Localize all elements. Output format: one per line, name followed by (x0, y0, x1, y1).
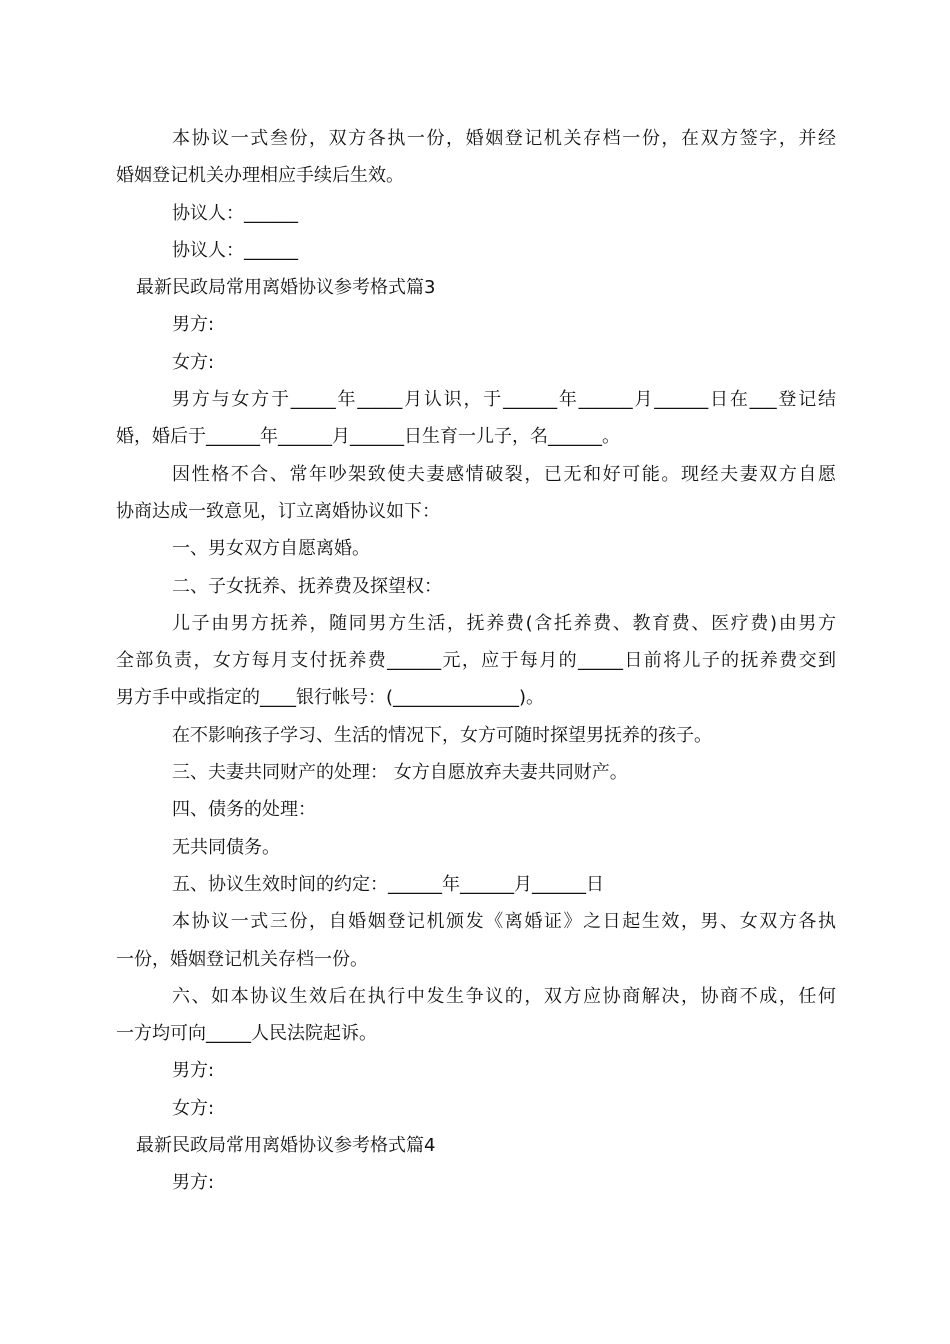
section-heading: 最新民政局常用离婚协议参考格式篇4 (136, 1135, 436, 1157)
paragraph-line: 协商达成一致意见，订立离婚协议如下： (116, 500, 440, 522)
paragraph-line: 男方手中或指定的____银行帐号：(______________)。 (116, 687, 545, 709)
signature-line: 协议人：______ (172, 202, 298, 224)
paragraph-line: 儿子由男方抚养，随同男方生活，抚养费(含托养费、教育费、医疗费)由男方 (172, 612, 836, 634)
document-body (116, 120, 836, 1202)
paragraph-line: 男方与女方于_____年_____月认识，于______年______月______日在___登记结 (172, 389, 836, 411)
paragraph-line: 婚，婚后于______年______月______日生育一儿子，名______。 (116, 426, 620, 448)
paragraph-line: 全部负责，女方每月支付抚养费______元，应于每月的_____日前将儿子的抚养费交到 (116, 650, 836, 672)
paragraph-line: 一份，婚姻登记机关存档一份。 (116, 948, 368, 970)
clause-line: 四、债务的处理： (172, 799, 316, 821)
paragraph-line: 无共同债务。 (172, 836, 280, 858)
clause-line: 一、男女双方自愿离婚。 (172, 538, 370, 560)
section-heading: 最新民政局常用离婚协议参考格式篇3 (136, 277, 436, 299)
clause-line: 三、夫妻共同财产的处理： 女方自愿放弃夫妻共同财产。 (172, 762, 628, 784)
party-line: 女方: (172, 351, 215, 373)
paragraph-line: 一方均可向_____人民法院起诉。 (116, 1023, 377, 1045)
party-line: 男方: (172, 314, 215, 336)
party-line: 男方: (172, 1060, 215, 1082)
paragraph-line: 本协议一式三份，自婚姻登记机颁发《离婚证》之日起生效，男、女双方各执 (172, 911, 836, 933)
party-line: 男方: (172, 1172, 215, 1194)
paragraph-line: 六、如本协议生效后在执行中发生争议的，双方应协商解决，协商不成，任何 (172, 985, 836, 1007)
paragraph-line: 在不影响孩子学习、生活的情况下，女方可随时探望男抚养的孩子。 (172, 724, 712, 746)
clause-line: 五、协议生效时间的约定：______年______月______日 (172, 873, 604, 895)
party-line: 女方: (172, 1097, 215, 1119)
paragraph-line: 婚姻登记机关办理相应手续后生效。 (116, 165, 404, 187)
paragraph-line: 本协议一式叁份，双方各执一份，婚姻登记机关存档一份，在双方签字，并经 (172, 128, 836, 149)
signature-line: 协议人：______ (172, 239, 298, 261)
clause-line: 二、子女抚养、抚养费及探望权： (172, 575, 442, 597)
paragraph-line: 因性格不合、常年吵架致使夫妻感情破裂，已无和好可能。现经夫妻双方自愿 (172, 463, 836, 485)
